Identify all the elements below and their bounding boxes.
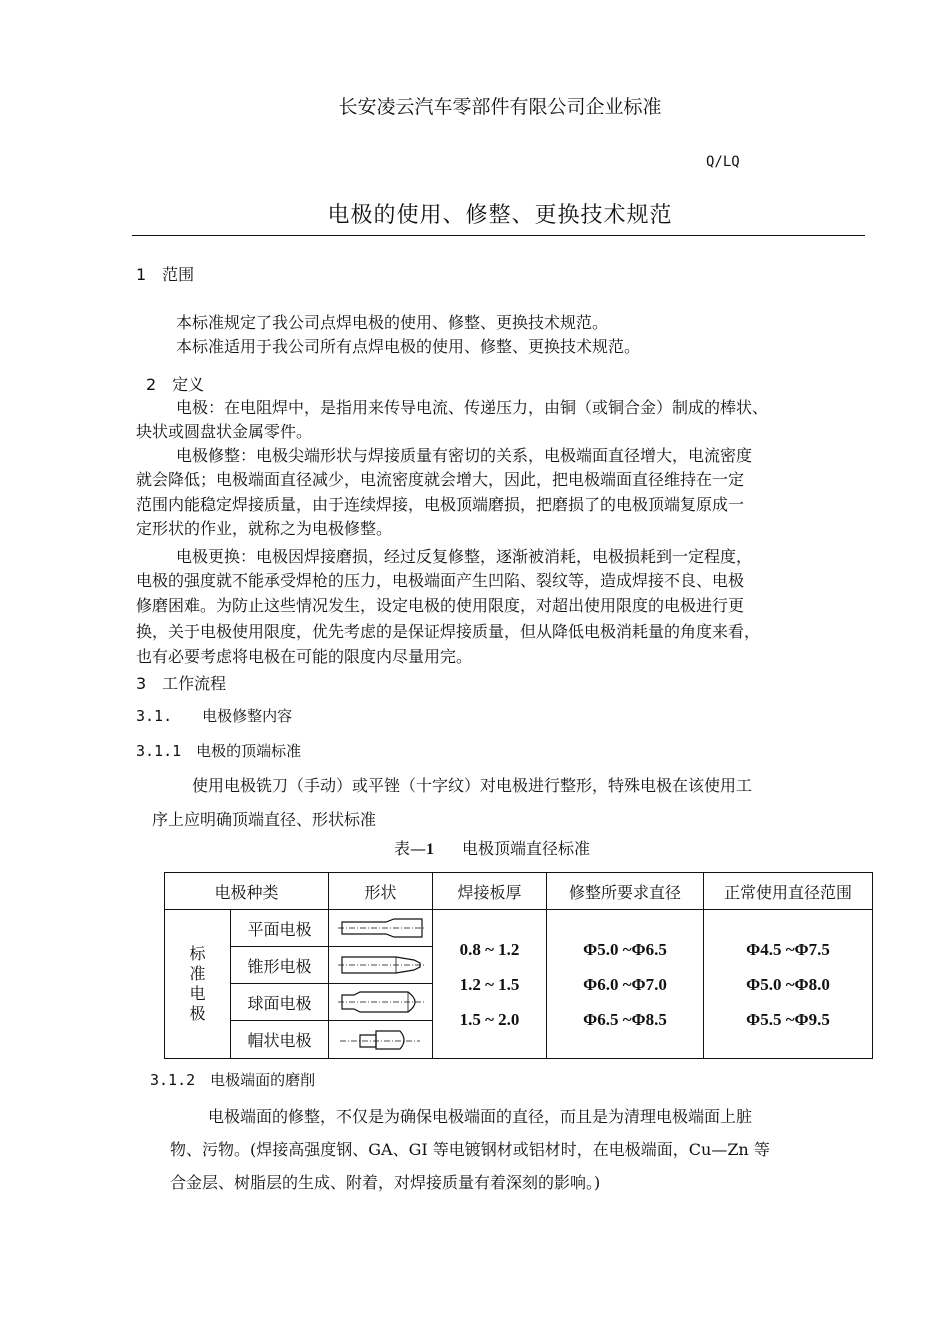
dress-diameter-value: Φ6.0 ~Φ7.0: [583, 974, 667, 994]
section-3-heading: 3 工作流程: [136, 674, 227, 693]
tapered-electrode-icon: [336, 953, 426, 977]
table-header-row: [165, 873, 873, 910]
section-3-1-1-line-1: 使用电极铣刀（手动）或平锉（十字纹）对电极进行整形，特殊电极在该使用工: [192, 776, 753, 795]
section-1-line-2: 本标准适用于我公司所有点焊电极的使用、修整、更换技术规范。: [176, 337, 641, 356]
thickness-value: 1.2 ~ 1.5: [459, 974, 520, 994]
type-cell: 球面电极: [231, 984, 329, 1021]
section-2-line-6: 定形状的作业，就称之为电极修整。: [136, 519, 393, 538]
flat-electrode-icon: [336, 916, 426, 940]
section-3-1-2-heading: 3.1.2 电极端面的磨削: [150, 1071, 316, 1089]
section-2-line-4: 就会降低；电极端面直径减少，电流密度就会增大，因此，把电极端面直径维持在一定: [136, 470, 745, 489]
dress-diameter-cell: [547, 910, 704, 1059]
document-title: 电极的使用、修整、更换技术规范: [327, 203, 673, 228]
thickness-cell: [433, 910, 547, 1059]
table-caption-number: 1: [426, 841, 435, 858]
section-2-heading: 2 定义: [146, 375, 205, 394]
section-2-line-3: 电极修整：电极尖端形状与焊接质量有密切的关系，电极端面直径增大，电流密度: [176, 446, 753, 465]
company-name: 长安凌云汽车零部件有限公司企业标准: [338, 96, 662, 118]
table-caption-text: 电极顶端直径标准: [462, 839, 591, 858]
section-1-heading: 1 范围: [136, 265, 195, 284]
type-cell: 平面电极: [231, 910, 329, 947]
shape-cell: [329, 984, 433, 1021]
header-electrode-type: 电极种类: [165, 873, 329, 910]
standard-code: Q/LQ: [706, 154, 740, 170]
section-2-line-5: 范围内能稳定焊接质量，由于连续焊接，电极顶端磨损，把磨损了的电极顶端复原成一: [136, 495, 745, 514]
shape-cell: [329, 1021, 433, 1059]
section-2-line-9: 修磨困难。为防止这些情况发生，设定电极的使用限度，对超出使用限度的电极进行更: [136, 596, 745, 615]
cap-electrode-icon: [336, 1027, 426, 1053]
usage-range-value: Φ4.5 ~Φ7.5: [746, 939, 830, 959]
group-label-cell: [165, 910, 231, 1059]
section-3-1-1-heading: 3.1.1 电极的顶端标准: [136, 742, 302, 760]
usage-range-cell: [704, 910, 873, 1059]
header-usage-range: 正常使用直径范围: [704, 873, 873, 910]
section-2-line-7: 电极更换：电极因焊接磨损，经过反复修整，逐渐被消耗，电极损耗到一定程度，: [176, 547, 753, 566]
section-2-line-8: 电极的强度就不能承受焊枪的压力，电极端面产生凹陷、裂纹等，造成焊接不良、电极: [136, 571, 745, 590]
title-divider: [132, 235, 865, 236]
section-3-1-1-line-2: 序上应明确顶端直径、形状标准: [152, 810, 377, 829]
dress-diameter-value: Φ6.5 ~Φ8.5: [583, 1009, 667, 1029]
shape-cell: [329, 910, 433, 947]
section-2-line-2: 块状或圆盘状金属零件。: [136, 422, 313, 441]
table-caption-prefix: 表—: [394, 839, 427, 858]
type-cell: 锥形电极: [231, 947, 329, 984]
table-caption: [394, 836, 590, 863]
section-2-line-1: 电极：在电阻焊中，是指用来传导电流、传递压力，由铜（或铜合金）制成的棒状、: [176, 398, 769, 417]
section-3-1-heading: 3.1. 电极修整内容: [136, 707, 293, 725]
section-2-line-11: 也有必要考虑将电极在可能的限度内尽量用完。: [136, 647, 473, 666]
section-3-1-2-line-1: 电极端面的修整，不仅是为确保电极端面的直径，而且是为清理电极端面上脏: [208, 1107, 753, 1126]
usage-range-value: Φ5.5 ~Φ9.5: [746, 1009, 830, 1029]
section-3-1-2-line-2: 物、污物。(焊接高强度钢、GA、GI 等电镀钢材或铝材时，在电极端面，Cu—Zn 等: [170, 1140, 770, 1159]
group-label: 标 准 电 极: [189, 944, 206, 1023]
thickness-value: 0.8 ~ 1.2: [459, 939, 520, 959]
section-2-line-10: 换，关于电极使用限度，优先考虑的是保证焊接质量，但从降低电极消耗量的角度来看，: [136, 622, 761, 641]
usage-range-value: Φ5.0 ~Φ8.0: [746, 974, 830, 994]
dress-diameter-value: Φ5.0 ~Φ6.5: [583, 939, 667, 959]
section-1-line-1: 本标准规定了我公司点焊电极的使用、修整、更换技术规范。: [176, 313, 609, 332]
table-row: [165, 910, 873, 947]
type-cell: 帽状电极: [231, 1021, 329, 1059]
spherical-electrode-icon: [336, 989, 426, 1015]
header-thickness: 焊接板厚: [433, 873, 547, 910]
header-dress-diameter: 修整所要求直径: [547, 873, 704, 910]
shape-cell: [329, 947, 433, 984]
electrode-standard-table: [164, 872, 872, 1058]
section-3-1-2-line-3: 合金层、树脂层的生成、附着，对焊接质量有着深刻的影响。): [170, 1173, 601, 1192]
header-shape: 形状: [329, 873, 433, 910]
thickness-value: 1.5 ~ 2.0: [459, 1009, 520, 1029]
